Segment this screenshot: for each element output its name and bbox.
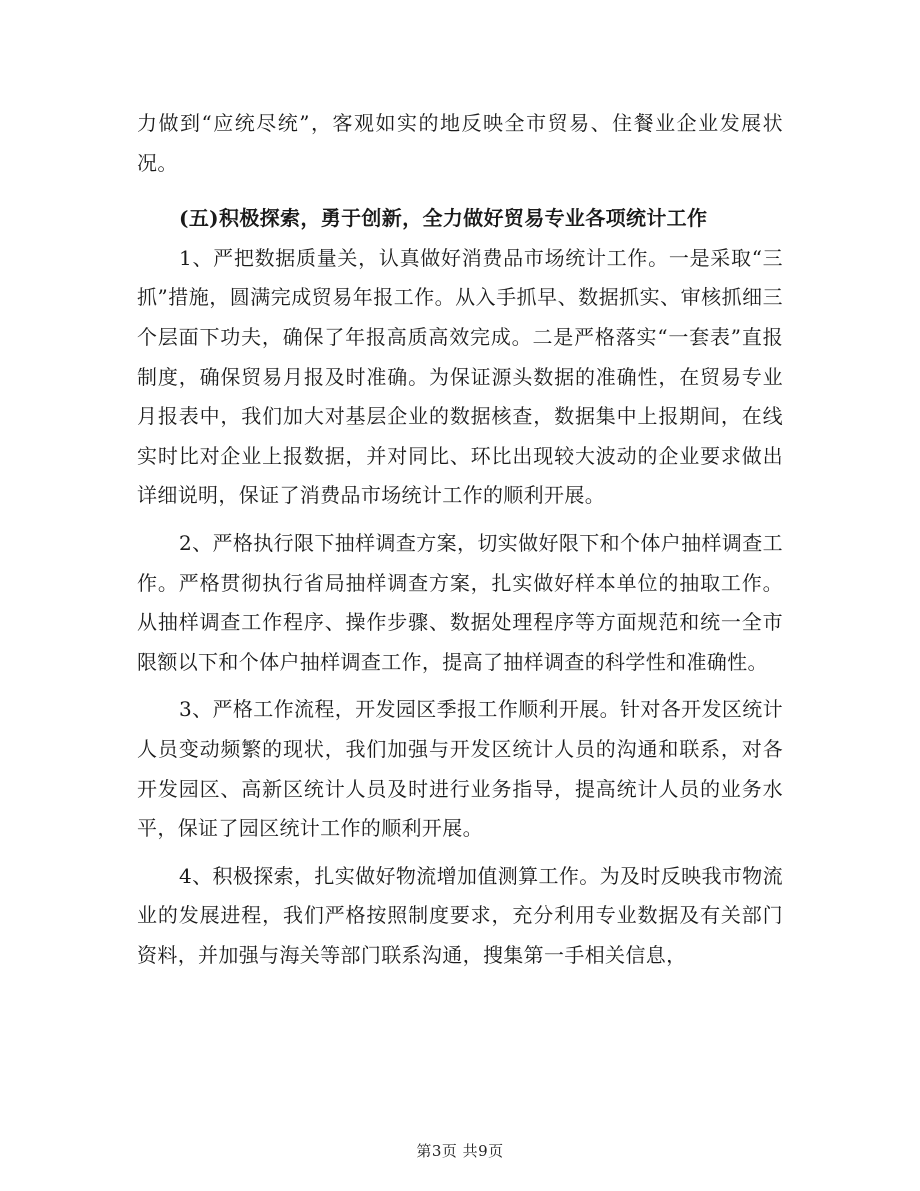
page-number-footer: 第3页 共9页 [416,1142,504,1160]
section-heading: (五)积极探索，勇于创新，全力做好贸易专业各项统计工作 [179,206,708,231]
paragraph-2: 2、严格执行限下抽样调查方案，切实做好限下和个体户抽样调查工作。严格贯彻执行省局抽样调查方案，扎实做好样本单位的抽取工作。从抽样调查工作程序、操作步骤、数据处理程序等方面规范和统一全市限额以下和个体户抽样调查工作，提高了抽样调查的科学性和准确性。 [137,530,783,674]
paragraph-continuation: 力做到“应统尽统”，客观如实的地反映全市贸易、住餐业企业发展状况。 [137,111,783,175]
paragraph-3: 3、严格工作流程，开发园区季报工作顺利开展。针对各开发区统计人员变动频繁的现状，我们加强与开发区统计人员的沟通和联系，对各开发园区、高新区统计人员及时进行业务指导，提高统计人员的业务水平，保证了园区统计工作的顺利开展。 [137,697,783,841]
paragraph-4: 4、积极探索，扎实做好物流增加值测算工作。为及时反映我市物流业的发展进程，我们严格按照制度要求，充分利用专业数据及有关部门资料，并加强与海关等部门联系沟通，搜集第一手相关信息， [137,863,783,967]
document-body [137,104,783,975]
paragraph-1: 1、严把数据质量关，认真做好消费品市场统计工作。一是采取“三抓”措施，圆满完成贸易年报工作。从入手抓早、数据抓实、审核抓细三个层面下功夫，确保了年报高质高效完成。二是严格落实“一套表”直报制度，确保贸易月报及时准确。为保证源头数据的准确性，在贸易专业月报表中，我们加大对基层企业的数据核查，数据集中上报期间，在线实时比对企业上报数据，并对同比、环比出现较大波动的企业要求做出详细说明，保证了消费品市场统计工作的顺利开展。 [137,245,783,508]
